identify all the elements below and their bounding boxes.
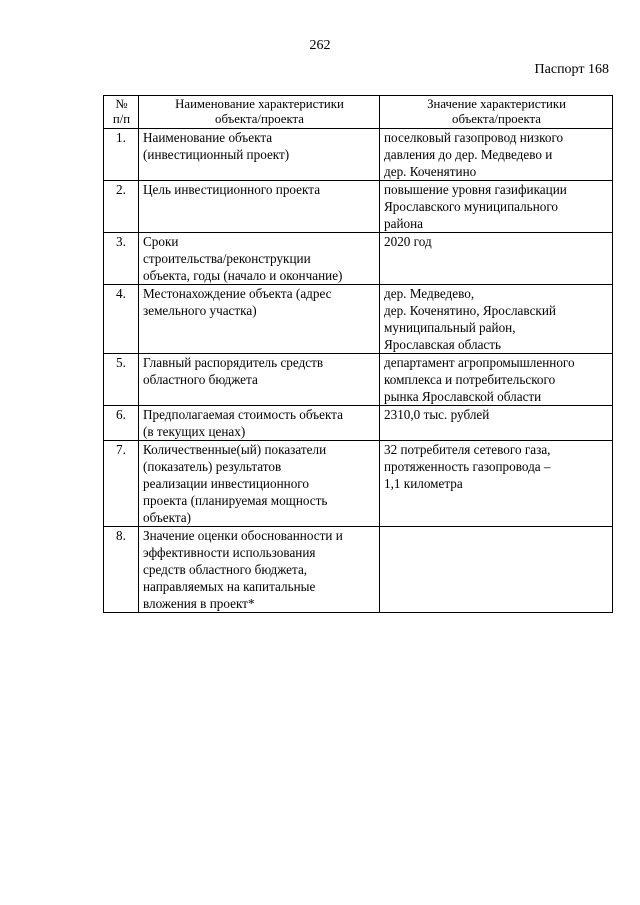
- header-characteristic-name: Наименование характеристики объекта/проекта: [139, 96, 380, 129]
- row-value: повышение уровня газификации Ярославского муниципального района: [380, 181, 613, 233]
- header-characteristic-value: Значение характеристики объекта/проекта: [380, 96, 613, 129]
- table-row: [104, 441, 613, 527]
- table-row: [104, 354, 613, 406]
- table-row: [104, 181, 613, 233]
- row-name: Главный распорядитель средств областного бюджета: [139, 354, 380, 406]
- row-number: 3.: [104, 233, 139, 285]
- row-value: 2310,0 тыс. рублей: [380, 406, 613, 441]
- row-number: 2.: [104, 181, 139, 233]
- passport-table: [103, 95, 613, 613]
- row-name: Предполагаемая стоимость объекта (в текущих ценах): [139, 406, 380, 441]
- row-number: 4.: [104, 285, 139, 354]
- row-number: 7.: [104, 441, 139, 527]
- row-name: Наименование объекта (инвестиционный проект): [139, 129, 380, 181]
- table-row: [104, 285, 613, 354]
- page-number: 262: [309, 38, 331, 53]
- row-value: [380, 527, 613, 613]
- row-name: Сроки строительства/реконструкции объекта, годы (начало и окончание): [139, 233, 380, 285]
- row-number: 5.: [104, 354, 139, 406]
- row-value: 32 потребителя сетевого газа, протяженность газопровода – 1,1 километра: [380, 441, 613, 527]
- row-name: Количественные(ый) показатели (показатель) результатов реализации инвестиционного проекта (планируемая мощность объекта): [139, 441, 380, 527]
- row-name: Значение оценки обоснованности и эффективности использования средств областного бюджета, направляемых на капитальные вложения в проект*: [139, 527, 380, 613]
- row-value: департамент агропромышленного комплекса и потребительского рынка Ярославской области: [380, 354, 613, 406]
- table-row: [104, 527, 613, 613]
- row-value: 2020 год: [380, 233, 613, 285]
- table-row: [104, 233, 613, 285]
- table-row: [104, 129, 613, 181]
- row-number: 6.: [104, 406, 139, 441]
- row-number: 8.: [104, 527, 139, 613]
- row-name: Цель инвестиционного проекта: [139, 181, 380, 233]
- row-value: дер. Медведево, дер. Коченятино, Ярославский муниципальный район, Ярославская область: [380, 285, 613, 354]
- row-name: Местонахождение объекта (адрес земельного участка): [139, 285, 380, 354]
- row-number: 1.: [104, 129, 139, 181]
- table-header-row: [104, 96, 613, 129]
- header-number: № п/п: [104, 96, 139, 129]
- table-row: [104, 406, 613, 441]
- row-value: поселковый газопровод низкого давления до дер. Медведево и дер. Коченятино: [380, 129, 613, 181]
- passport-label: Паспорт 168: [534, 62, 609, 77]
